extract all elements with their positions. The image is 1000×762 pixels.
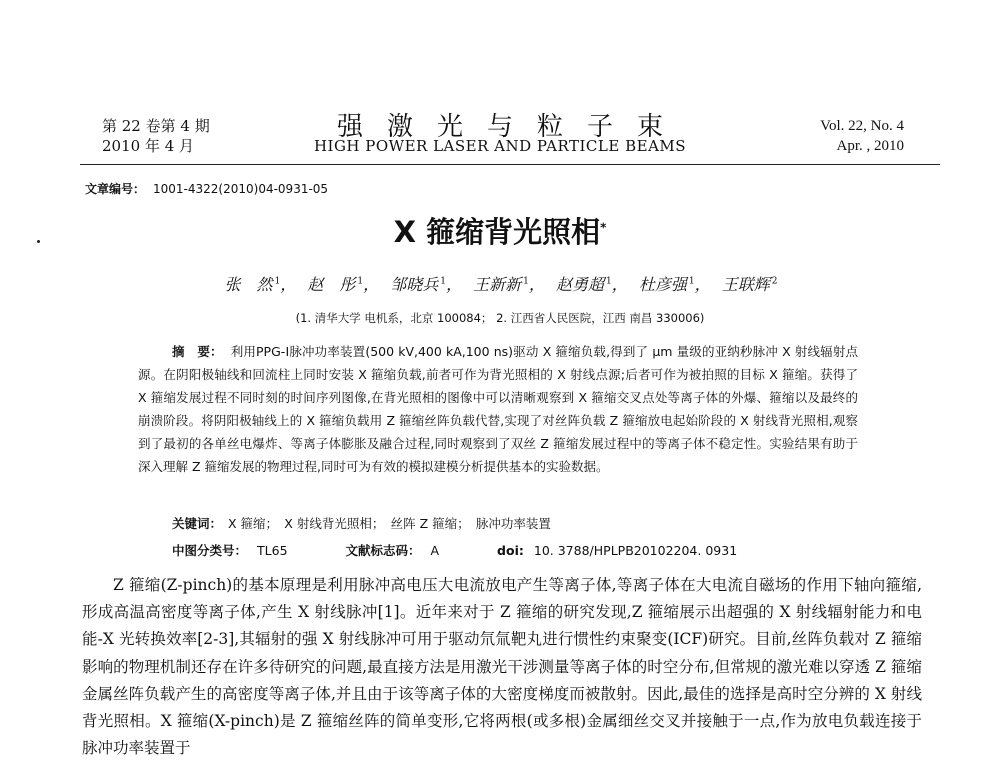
keywords xyxy=(172,514,551,532)
date-en: Apr. , 2010 xyxy=(836,138,904,154)
journal-title-en: HIGH POWER LASER AND PARTICLE BEAMS xyxy=(313,137,687,155)
volume-issue-en-block xyxy=(820,116,904,156)
author-list xyxy=(0,272,1000,295)
doc-code-value: A xyxy=(430,543,440,558)
body-paragraph: Z 箍缩(Z-pinch)的基本原理是利用脉冲高电压大电流放电产生等离子体,等离子体在大电流自磁场的作用下轴向箍缩,形成高温高密度等离子体,产生 X 射线脉冲[1]。近年来对于 Z 箍缩的研究发现,Z 箍缩展示出超强的 X 射线辐射能力和电能-X 光转换效率[2-3],其辐射的强 X 射线脉冲可用于驱动氘氚靶丸进行惯性约束聚变(ICF)研究。目前,丝阵负载对 Z 箍缩影响的物理机制还存在许多待研究的问题,最直接方法是用激光干涉测量等离子体的时空分布,但常规的激光难以穿透 Z 箍缩金属丝阵负载产生的高密度等离子体,并且由于该等离子体的大密度梯度而被散射。因此,最佳的选择是高时空分辨的 X 射线背光照相。X 箍缩(X-pinch)是 Z 箍缩丝阵的简单变形,它将两根(或多根)金属细丝交叉并接触于一点,作为放电负载连接于脉冲功率装置于 xyxy=(82,576,922,758)
doi-value: 10. 3788/HPLPB20102204. 0931 xyxy=(533,543,738,558)
doc-number-value: 1001-4322(2010)04-0931-05 xyxy=(153,182,329,196)
title-footnote-mark: * xyxy=(600,220,607,235)
doc-number xyxy=(85,180,328,197)
keywords-label: 关键词： xyxy=(172,516,223,531)
article-title xyxy=(0,210,1000,251)
date-cn: 2010 年 4 月 xyxy=(102,137,195,155)
affiliations: (1. 清华大学 电机系，北京 100084； 2. 江西省人民医院，江西 南昌 330006) xyxy=(295,311,705,325)
abstract xyxy=(138,340,858,478)
clc-value: TL65 xyxy=(257,543,288,558)
article-title-text: X 箍缩背光照相 xyxy=(393,215,601,249)
header-rule xyxy=(80,164,940,165)
abstract-label: 摘 要： xyxy=(172,344,223,359)
author: 赵 彤 $^1$， xyxy=(307,275,380,294)
classification-line xyxy=(172,541,932,559)
keywords-text: X 箍缩； X 射线背光照相； 丝阵 Z 箍缩； 脉冲功率装置 xyxy=(228,516,551,531)
doi-label: doi: xyxy=(497,543,524,558)
volume-issue-en: Vol. 22, No. 4 xyxy=(820,118,904,134)
author: 邹晓兵 $^1$， xyxy=(390,275,463,294)
doc-number-label: 文章编号： xyxy=(85,182,146,196)
author: 杜彦强 $^1$， xyxy=(638,275,711,294)
volume-issue-cn: 第 22 卷第 4 期 xyxy=(102,117,210,135)
author: 王联辉 $^2$ xyxy=(721,275,778,294)
author: 张 然 $^1$， xyxy=(224,275,297,294)
doc-code-label: 文献标志码： xyxy=(345,543,421,558)
author: 王新新 $^1$， xyxy=(473,275,545,294)
clc-label: 中图分类号： xyxy=(172,543,248,558)
journal-title-cn: 强激光与粒子束 xyxy=(336,112,687,142)
abstract-text: 利用PPG-Ⅰ脉冲功率装置(500 kV,400 kA,100 ns)驱动 X 箍缩负载,得到了 μm 量级的亚纳秒脉冲 X 射线辐射点源。在阴阳极轴线和回流柱上同时安装 X 箍缩负载,前者可作为背光照相的 X 射线点源;后者可作为被拍照的目标 X 箍缩。获得了 X 箍缩发展过程不同时刻的时间序列图像,在背光照相的图像中可以清晰观察到 X 箍缩交叉点处等离子体的外爆、箍缩以及最终的崩溃阶段。将阴阳极轴线上的 X 箍缩负载用 Z 箍缩丝阵负载代替,实现了对丝阵负载 Z 箍缩放电起始阶段的 X 射线背光照相,观察到了最初的各单丝电爆炸、等离子体膨胀及融合过程,同时观察到了双丝 Z 箍缩发展过程中的等离子体不稳定性。实验结果有助于深入理解 Z 箍缩发展的物理过程,同时可为有效的模拟建模分析提供基本的实验数据。 xyxy=(138,344,858,474)
author: 赵勇超 $^1$， xyxy=(555,275,628,294)
